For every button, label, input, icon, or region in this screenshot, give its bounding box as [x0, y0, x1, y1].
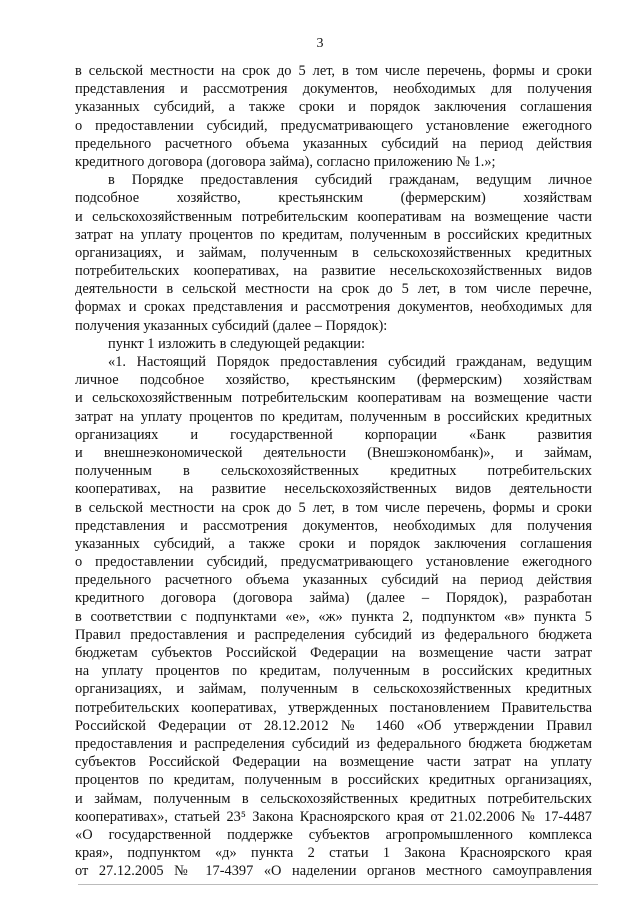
text-line: организациях и государственной корпорации «Банк развития — [75, 426, 592, 443]
text-line: субъектов Российской Федерации на возмещение части затрат на уплату — [75, 754, 592, 771]
text-line: организациях, и займам, полученным в сельскохозяйственных кредитных — [75, 681, 592, 698]
text-line: кредитного договора (договора займа) (далее – Порядок), разработан — [75, 590, 592, 607]
text-line: указанных субсидий, а также сроки и порядок заключения соглашения — [75, 535, 592, 552]
text-line: предельного расчетного объема указанных субсидий на период действия — [75, 135, 592, 152]
text-line: в Порядке предоставления субсидий гражданам, ведущим личное — [108, 172, 592, 189]
text-line: деятельности в сельской местности на срок до 5 лет, в том числе перечне, — [75, 281, 592, 298]
text-line: затрат на уплату процентов по кредитам, полученным в российских кредитных — [75, 408, 592, 425]
text-line: указанных субсидий, а также сроки и порядок заключения соглашения — [75, 99, 592, 116]
page-number: 3 — [316, 36, 324, 51]
text-line: о предоставлении субсидий, предусматривающего установление ежегодного — [75, 117, 592, 134]
text-line: Российской Федерации от 28.12.2012 № 1460 «Об утверждении Правил — [75, 717, 592, 734]
page-bottom-rule — [78, 884, 598, 885]
text-line: края», подпунктом «д» пункта 2 статьи 1 Закона Красноярского края — [75, 845, 592, 862]
text-line: представления и рассмотрения документов, необходимых для получения — [75, 81, 592, 98]
text-line: кооперативах», статьей 23⁵ Закона Красноярского края от 21.02.2006 № 17-4487 — [75, 808, 592, 825]
text-line: получения указанных субсидий (далее – Порядок): — [75, 317, 388, 334]
text-line: бюджетам субъектов Российской Федерации на возмещение части затрат — [75, 645, 592, 661]
text-line: процентов по кредитам, полученным в российских кредитных организациях, — [75, 772, 592, 789]
text-line: и займам, полученным в сельскохозяйственных кредитных потребительских — [75, 790, 592, 807]
text-line: и сельскохозяйственным потребительским кооперативам на возмещение части — [75, 390, 592, 407]
text-line: кооперативах, на развитие несельскохозяйственных видов деятельности — [75, 481, 592, 498]
text-line: представления и рассмотрения документов, необходимых для получения — [75, 517, 592, 534]
text-line: Правил предоставления и распределения субсидий из федерального бюджета — [75, 626, 592, 643]
text-line: подсобное хозяйство, крестьянским (фермерским) хозяйствам — [75, 190, 592, 207]
text-line: в сельской местности на срок до 5 лет, в том числе перечень, формы и сроки — [75, 63, 592, 79]
text-line: в сельской местности на срок до 5 лет, в том числе перечень, формы и сроки — [75, 499, 592, 516]
text-line: личное подсобное хозяйство, крестьянским (фермерским) хозяйствам — [75, 372, 592, 389]
text-line: пункт 1 изложить в следующей редакции: — [108, 335, 365, 352]
text-line: от 27.12.2005 № 17-4397 «О наделении органов местного самоуправления — [75, 863, 592, 880]
text-line: «1. Настоящий Порядок предоставления субсидий гражданам, ведущим — [108, 354, 592, 370]
text-line: и внешнеэкономической деятельности (Внешэкономбанк)», и займам, — [75, 444, 592, 461]
text-line: организациях, и займам, полученным в сельскохозяйственных кредитных — [75, 244, 592, 261]
text-line: потребительских кооперативах, утвержденных постановлением Правительства — [75, 699, 592, 716]
text-line: предоставления и распределения субсидий из федерального бюджета бюджетам — [75, 735, 592, 752]
text-line: в соответствии с подпунктами «е», «ж» пункта 2, подпунктом «в» пункта 5 — [75, 608, 592, 625]
text-line: полученным в сельскохозяйственных кредитных потребительских — [75, 463, 592, 480]
text-line: на уплату процентов по кредитам, полученным в российских кредитных — [75, 663, 592, 680]
text-line: кредитного договора (договора займа), согласно приложению № 1.»; — [75, 153, 496, 170]
text-line: о предоставлении субсидий, предусматривающего установление ежегодного — [75, 554, 592, 571]
text-line: и сельскохозяйственным потребительским кооперативам на возмещение части — [75, 208, 592, 225]
text-line: потребительских кооперативах, на развитие несельскохозяйственных видов — [75, 263, 592, 280]
document-body — [75, 62, 592, 880]
text-line: предельного расчетного объема указанных субсидий на период действия — [75, 572, 592, 589]
text-line: формах и сроках представления и рассмотрения документов, необходимых для — [75, 299, 592, 316]
text-line: затрат на уплату процентов по кредитам, полученным в российских кредитных — [75, 226, 592, 243]
text-line: «О государственной поддержке субъектов агропромышленного комплекса — [75, 826, 592, 843]
